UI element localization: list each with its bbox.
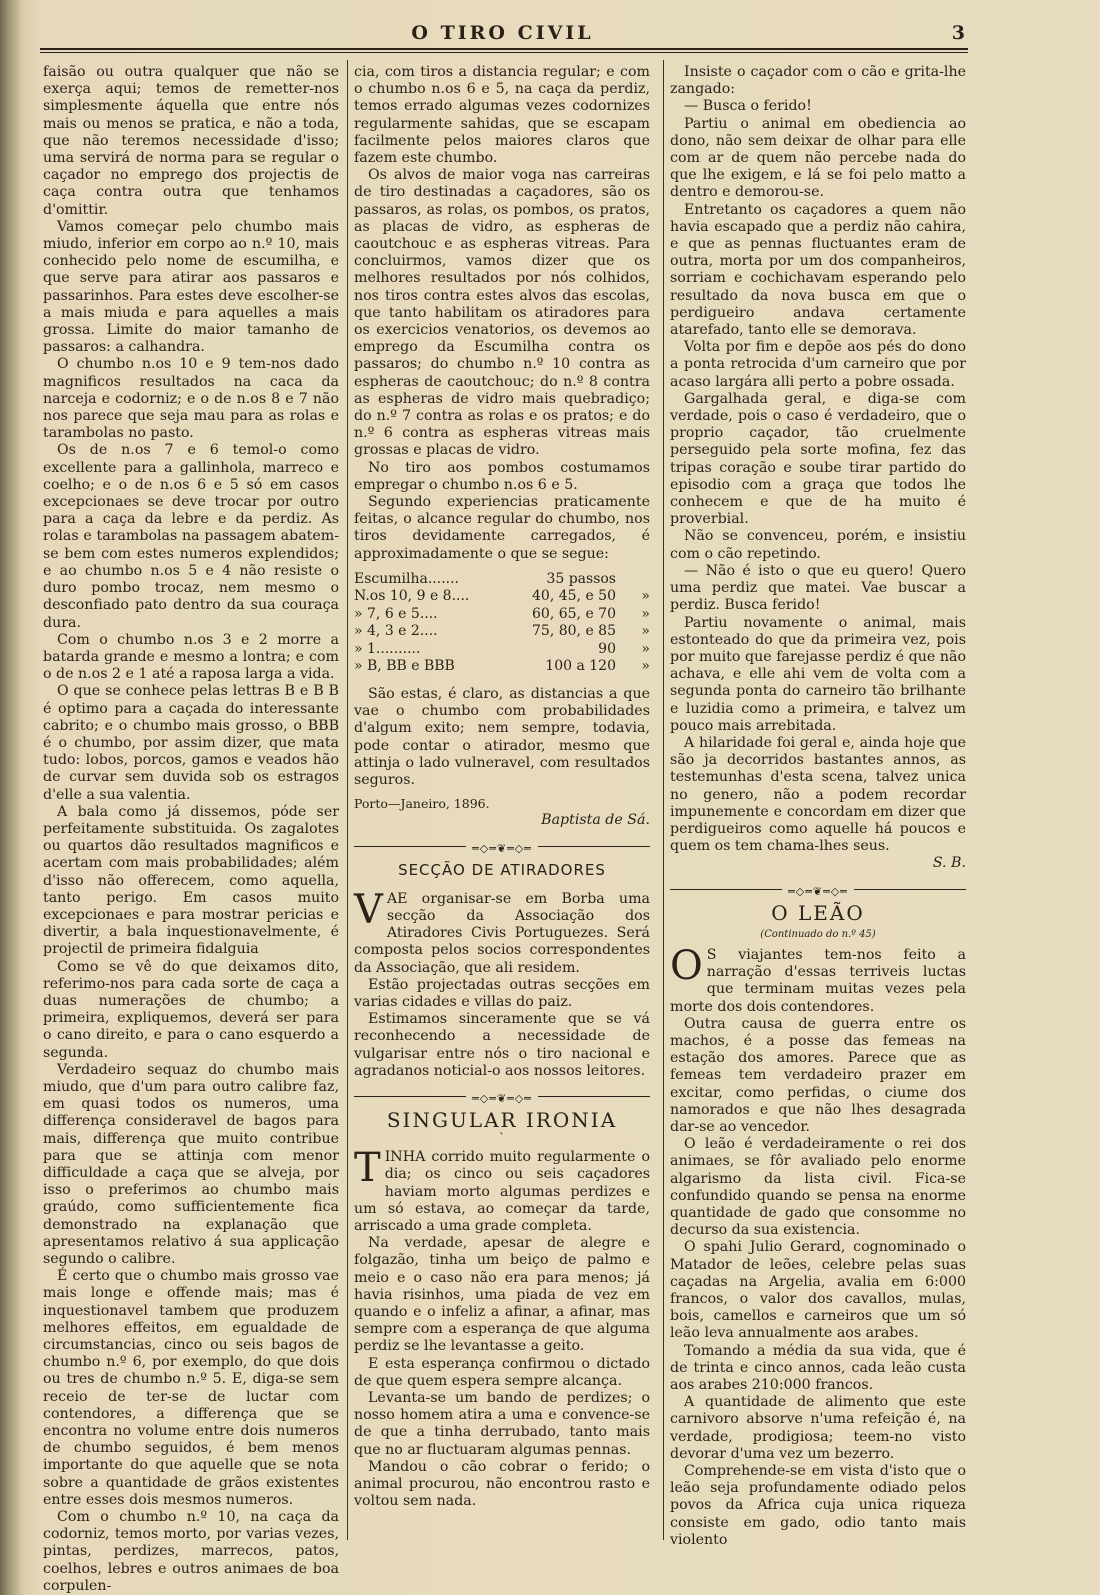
paragraph: Volta por fim e depõe aos pés do dono a ponta retrocida d'um carneiro que por acaso largára alli perto a pobre ossada. bbox=[670, 339, 966, 390]
paragraph: Verdadeiro sequaz do chumbo mais miudo, que d'um para outro calibre faz, em quasi todos os numeros, uma differença consideravel de bagos para mais, differença que muito contribue para que se attinja com menor difficuldade a caça que se alveja, por isso o preferimos ao chumbo mais graúdo, como sufficientemente fica demonstrado na explanação que apresentamos relativo á sua applicação segundo o calibre. bbox=[43, 1061, 339, 1268]
paragraph: Os alvos de maior voga nas carreiras de tiro destinadas a caçadores, são os passaros, as rolas, os pombos, os pratos, as placas de vidro, as espheras de caoutchouc e as espheras vitreas. Para concluirmos, vamos dizer que os melhores resultados por nós colhidos, nos tiros contra estes alvos das escolas, que tanto habilitam os atiradores para os exercicios venatorios, os devemos ao emprego da Escumilha contra os passaros; do chumbo n.º 10 contra as espheras de caoutchouc; do n.º 8 contra as espheras de vidro mais quebradiço; do n.º 7 contra as rolas e os pratos; e do n.º 6 contra as espheras vitreas mais grossas e placas de vidro. bbox=[354, 167, 650, 459]
table-cell: » bbox=[641, 658, 650, 675]
table-row bbox=[354, 588, 650, 606]
distance-table bbox=[354, 571, 650, 676]
paragraph: Gargalhada geral, e diga-se com verdade, pois o caso é verdadeiro, que o proprio caçador, tão cruelmente perseguido pela sorte mofina, fez das tripas coração e soube tirar partido do episodio com a graça que todos lhe conhecem e que de ha muito é proverbial. bbox=[670, 390, 966, 528]
paragraph: Como se vê do que deixamos dito, referimo-nos para cada sorte de caça a duas numerações de chumbo; a primeira, expliquemos, deverá ser para o cano direito, e para o cano esquerdo a segunda. bbox=[43, 958, 339, 1061]
paragraph: Segundo experiencias praticamente feitas, o alcance regular do chumbo, nos tiros devidamente carregados, é approximadamente o que se segue: bbox=[354, 494, 650, 562]
table-cell: 60, 65, e 70 bbox=[532, 605, 616, 622]
paragraph: faisão ou outra qualquer que não se exerça aqui; temos de remetter-nos simplesmente áquella que entre nós mais ou menos se pratica, e não a toda, que não teremos necessidade d'isso; uma servirá de norma para se regular o caçador no emprego dos projectis de caça contra outra que tenhamos d'omittir. bbox=[43, 64, 339, 218]
paragraph: Insiste o caçador com o cão e grita-lhe zangado: bbox=[670, 64, 966, 98]
paragraph: São estas, é claro, as distancias a que vae o chumbo com probabilidades d'algum exito; nem sempre, todavia, pode contar o atirador, mesmo que attinja o lado vulneravel, com resultados seguros. bbox=[354, 685, 650, 788]
table-cell: 35 passos bbox=[546, 570, 616, 587]
column-divider-1 bbox=[347, 60, 348, 1540]
author-signature: S. B. bbox=[932, 855, 966, 872]
paragraph: Partiu o animal em obediencia ao dono, não sem deixar de olhar para elle com ar de quem não percebe nada do que lhe exigem, e lá se foi pelo matto a dentro e demorou-se. bbox=[670, 115, 966, 201]
table-cell: » bbox=[641, 623, 650, 640]
paragraph-text: INHA corrido muito regularmente o dia; os cinco ou seis caçadores haviam morto algumas perdizes e um só estava, ao começar da tarde, arriscado a uma grade completa. bbox=[354, 1149, 650, 1234]
table-cell: 100 a 120 bbox=[545, 658, 616, 675]
drop-cap: T bbox=[354, 1145, 381, 1192]
table-row bbox=[354, 658, 650, 676]
continued-note: (Continuado do n.º 45) bbox=[760, 928, 876, 940]
paragraph: O chumbo n.os 10 e 9 tem-nos dado magnificos resultados na caca da narceja e codorniz; e o de n.os 8 e 7 não nos parece que seja mau para as rolas e tarambolas no pasto. bbox=[43, 356, 339, 442]
paragraph: Estimamos sinceramente que se vá reconhecendo a necessidade de vulgarisar entre nós o tiro nacional e agradanos noticial-o aos nossos leitores. bbox=[354, 1011, 650, 1079]
table-cell: » bbox=[641, 605, 650, 622]
paragraph: O que se conhece pelas lettras B e B B é optimo para a caçada do interessante cabrito; e o chumbo mais grosso, o BBB é o chumbo, por assim dizer, que mata tudo: lobos, porcos, gamos e veados hão de curvar sem duvida sob os estragos d'elle a sua valentia. bbox=[43, 683, 339, 803]
paragraph: Outra causa de guerra entre os machos, é a posse das femeas na estação dos amores. Parece que as femeas tem verdadeiro prazer em excitar, como perfidas, o ciume dos namorados e que não lhes desagrada dar-se ao vencedor. bbox=[670, 1015, 966, 1135]
header-rule bbox=[40, 48, 968, 50]
table-row bbox=[354, 571, 650, 589]
page-number: 3 bbox=[951, 22, 965, 44]
table-cell: N.os 10, 9 e 8.... bbox=[354, 588, 470, 605]
paragraph: A bala como já dissemos, póde ser perfeitamente substituida. Os zagalotes ou quartos dão resultados magnificos e acertam com mais probabilidades; além d'isso não offerecem, como aquella, tanto perigo. Em casos muito excepcionaes e para mostrar pericias e divertir, a bala inquestionavelmente, é projectil de primeira fidalguia bbox=[43, 803, 339, 958]
table-cell: » B, BB e BBB bbox=[354, 658, 455, 675]
paragraph: Partiu novamente o animal, mais estonteado do que da primeira vez, pois por muito que farejasse perdiz é que não achava, e elle ahi vem de volta com a segunda ponta do carneiro tão brilhante e luzidia como a primeira, e talvez um pouco mais arrebitada. bbox=[670, 614, 966, 734]
header-rule-thin bbox=[40, 52, 968, 53]
paragraph: Mandou o cão cobrar o ferido; o animal procurou, não encontrou rasto e voltou sem nada. bbox=[354, 1458, 650, 1510]
table-row bbox=[354, 606, 650, 624]
paragraph: Levanta-se um bando de perdizes; o nosso homem atira a uma e convence-se de que a tinha derrubado, tanto mais que no ar fluctuaram algumas pennas. bbox=[354, 1390, 650, 1458]
paragraph: Entretanto os caçadores a quem não havia escapado que a perdiz não cahira, e que as pennas fluctuantes eram de outra, morta por um dos companheiros, sorriam e cochichavam esperando pelo resultado da nova busca em que o perdigueiro andava certamente atarefado, tanto elle se demorava. bbox=[670, 201, 966, 339]
story-title: SINGULAR IRONIA bbox=[386, 1107, 618, 1132]
table-cell: » 4, 3 e 2.... bbox=[354, 623, 438, 640]
paragraph: A quantidade de alimento que este carnivoro absorve n'uma refeição é, na verdade, prodigiosa; teem-no visto devorar d'uma vez um bezerro. bbox=[670, 1394, 966, 1462]
paragraph bbox=[354, 886, 650, 977]
table-row bbox=[354, 623, 650, 641]
table-cell: » 1.......... bbox=[354, 640, 421, 657]
paragraph: — Busca o ferido! bbox=[684, 98, 812, 115]
drop-cap: O bbox=[670, 942, 703, 989]
paragraph: E esta esperança confirmou o dictado de que quem espera sempre alcança. bbox=[354, 1355, 650, 1389]
paragraph: Com o chumbo n.os 3 e 2 morre a batarda grande e mesmo a lontra; e com o de n.os 2 e 1 até a raposa larga a vida. bbox=[43, 631, 339, 683]
title-ornament: ˋ bbox=[499, 1131, 505, 1146]
paragraph: Na verdade, apesar de alegre e folgazão, tinha um beiço de palmo e meio e o caso não era para menos; já havia risinhos, uma piada de vez em quando e o infeliz a afinar, a afinar, mas sempre com a esperança de que alguma perdiz se lhe levantasse a geito. bbox=[354, 1235, 650, 1355]
paragraph: Os de n.os 7 e 6 temol-o como excellente para a gallinhola, marreco e coelho; e o de n.os 6 e 5 só em casos excepcionaes se deve trocar por outro para a caça da lebre e da perdiz. As rolas e tarambolas na passagem abatem-se bem com estes numeros explendidos; e ao chumbo n.os 5 e 4 não resiste o duro pombo trocaz, nem mesmo o desconfiado pato dentro da sua couraça dura. bbox=[43, 442, 339, 631]
author-signature: Baptista de Sá. bbox=[541, 812, 650, 829]
column-1 bbox=[43, 64, 339, 1595]
paragraph: — Não é isto o que eu quero! Quero uma perdiz que matei. Vae buscar a perdiz. Busca ferido! bbox=[670, 562, 966, 614]
paragraph: Vamos começar pelo chumbo mais miudo, inferior em corpo ao n.º 10, mais conhecido pelo nome de escumilha, e que serve para atirar aos passaros e passarinhos. Para estes deve escolher-se a mais miuda e para aquelles a mais grossa. Limite do maior tamanho de passaros: a calhandra. bbox=[43, 218, 339, 356]
paragraph-text: AE organisar-se em Borba uma secção da Associação dos Atiradores Civis Portuguezes. Será composta pelos socios correspondentes da Associação, que ali residem. bbox=[354, 890, 650, 976]
column-2 bbox=[354, 64, 650, 1510]
paragraph-text: S viajantes tem-nos feito a narração d'essas terriveis luctas que terminam muitas vezes pela morte dos dois contendores. bbox=[670, 946, 966, 1015]
table-cell: » bbox=[641, 640, 650, 657]
paragraph: O spahi Julio Gerard, cognominado o Matador de leões, celebre pelas suas caçadas na Argelia, avalia em 6:000 francos, o valor dos cavallos, mulas, bois, camellos e carneiros que um só leão leva annualmente aos arabes. bbox=[670, 1239, 966, 1342]
table-cell: Escumilha....... bbox=[354, 570, 460, 587]
paragraph: A hilaridade foi geral e, ainda hoje que são ja decorridos bastantes annos, as testemunhas d'esta scena, talvez unica no genero, não a podem recordar impunemente e concordam em dizer que perdigueiros como aquelle há poucos e quem os tem chama-lhes seus. bbox=[670, 734, 966, 855]
story-title: O LEÃO bbox=[771, 900, 865, 925]
masthead-title: O TIRO CIVIL bbox=[411, 22, 594, 44]
paragraph: Com o chumbo n.º 10, na caça da codorniz, temos morto, por varias vezes, pintas, perdizes, marrecos, patos, coelhos, lebres e outros animaes de boa corpulen- bbox=[43, 1509, 339, 1594]
paragraph bbox=[670, 942, 966, 1016]
page-header bbox=[40, 18, 965, 48]
ornament-divider: ═◇═❦═◇═ bbox=[354, 1090, 650, 1102]
paragraph: Não se convenceu, porém, e insistiu com o cão repetindo. bbox=[670, 528, 966, 562]
paragraph bbox=[354, 1145, 650, 1235]
paragraph: No tiro aos pombos costumamos empregar o chumbo n.os 6 e 5. bbox=[354, 459, 650, 493]
dateline: Porto—Janeiro, 1896. bbox=[354, 796, 490, 812]
table-cell: 75, 80, e 85 bbox=[532, 623, 616, 640]
drop-cap: V bbox=[354, 886, 383, 933]
column-3 bbox=[670, 64, 966, 1549]
section-title: SECÇÃO DE ATIRADORES bbox=[398, 860, 606, 879]
ornament-divider: ═◇═❦═◇═ bbox=[354, 840, 650, 852]
paragraph: Estão projectadas outras secções em varias cidades e villas do paiz. bbox=[354, 976, 650, 1010]
column-divider-2 bbox=[663, 60, 664, 1540]
paragraph: cia, com tiros a distancia regular; e com o chumbo n.os 6 e 5, na caça da perdiz, temos errado algumas vezes codornizes regularmente sahidas, que se escapam facilmente pelos maiores claros que fazem este chumbo. bbox=[354, 64, 650, 167]
table-cell: » bbox=[641, 588, 650, 605]
ornament-divider: ═◇═❦═◇═ bbox=[670, 883, 966, 895]
paragraph: É certo que o chumbo mais grosso vae mais longe e offende mais; mas é inquestionavel tambem que produzem melhores effeitos, em egualdade de circumstancias, cinco ou seis bagos de chumbo n.º 6, por exemplo, do que dois ou tres de chumbo n.º 5. E, diga-se sem receio de ter-se de luctar com contendores, a differença que se encontra no volume entre dois numeros de chumbo seguidos, é bem menos importante do que aquelle que se nota sobre a quantidade de grãos existentes entre esses dois mesmos numeros. bbox=[43, 1268, 339, 1508]
paragraph: Comprehende-se em vista d'isto que o leão seja profundamente odiado pelos povos da Africa cuja unica riqueza consiste em gado, odio tanto mais violento bbox=[670, 1463, 966, 1548]
table-cell: » 7, 6 e 5.... bbox=[354, 605, 438, 622]
table-cell bbox=[624, 571, 650, 589]
paragraph: Tomando a média da sua vida, que é de trinta e cinco annos, cada leão custa aos arabes 210:000 francos. bbox=[670, 1342, 966, 1394]
paragraph: O leão é verdadeiramente o rei dos animaes, se fôr avaliado pelo enorme algarismo da lista civil. Fica-se confundido quando se pensa na enorme quantidade de gado que consomme no decurso da sua existencia. bbox=[670, 1136, 966, 1239]
table-cell: 40, 45, e 50 bbox=[532, 588, 616, 605]
table-row bbox=[354, 641, 650, 659]
table-cell: 90 bbox=[598, 640, 616, 657]
